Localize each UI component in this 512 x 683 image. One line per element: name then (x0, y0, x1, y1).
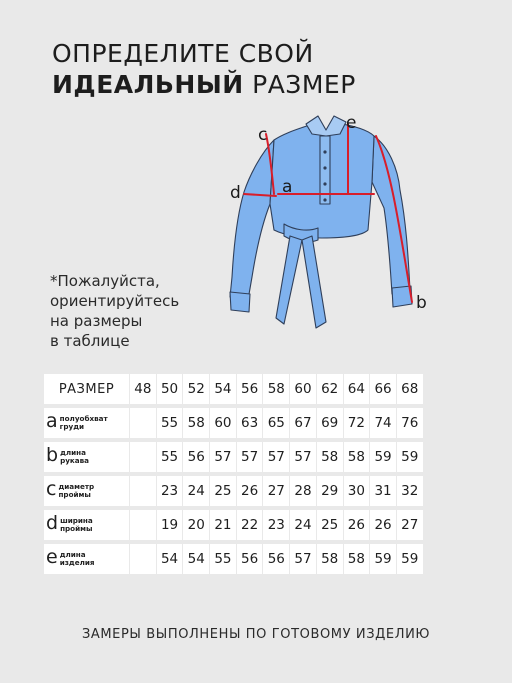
row-letter: c (46, 477, 57, 500)
table-cell: 28 (290, 476, 317, 506)
table-cell: 27 (397, 510, 424, 540)
table-cell: 55 (157, 442, 184, 472)
row-description-line: длина (59, 549, 86, 559)
header-size: 66 (370, 374, 397, 404)
table-cell: 29 (317, 476, 344, 506)
table-cell: 57 (290, 544, 317, 574)
table-cell: 57 (210, 442, 237, 472)
note-line-3: на размеры (50, 312, 143, 330)
row-description (60, 551, 95, 568)
table-cell: 30 (344, 476, 371, 506)
table-cell: 76 (397, 408, 424, 438)
table-cell: 58 (344, 544, 371, 574)
header-size: 52 (183, 374, 210, 404)
row-label (44, 510, 130, 540)
row-label (44, 408, 130, 438)
marker-d: d (230, 183, 241, 203)
marker-e: e (346, 113, 357, 133)
title-line-1: ОПРЕДЕЛИТЕ СВОЙ (52, 39, 314, 68)
row-description-line: полуобхват (59, 413, 108, 423)
row-description (60, 449, 89, 466)
table-cell: 74 (370, 408, 397, 438)
table-cell: 25 (317, 510, 344, 540)
left-cuff (230, 292, 250, 312)
table-cell: 56 (183, 442, 210, 472)
shirt-collar (306, 116, 346, 136)
row-description-line: длина (60, 447, 86, 457)
table-cell: 20 (183, 510, 210, 540)
table-cell: 65 (263, 408, 290, 438)
note-line-2: ориентируйтесь (50, 292, 180, 310)
marker-c: c (258, 125, 268, 145)
table-cell: 21 (210, 510, 237, 540)
marker-b: b (416, 293, 427, 313)
table-cell: 25 (210, 476, 237, 506)
table-cell: 26 (370, 510, 397, 540)
table-cell: 27 (263, 476, 290, 506)
page-title (52, 38, 356, 100)
tie-left (276, 236, 302, 324)
table-cell: 55 (157, 408, 184, 438)
header-size: 68 (397, 374, 424, 404)
table-cell: 23 (263, 510, 290, 540)
row-label (44, 544, 130, 574)
tie-right (302, 236, 326, 328)
row-description (58, 483, 94, 500)
table-cell: 57 (263, 442, 290, 472)
table-cell: 69 (317, 408, 344, 438)
title-rest: РАЗМЕР (243, 70, 356, 99)
table-cell: 57 (237, 442, 264, 472)
table-cell: 24 (183, 476, 210, 506)
size-table (44, 374, 424, 574)
row-description-line: проймы (60, 524, 93, 533)
table-cell: 31 (370, 476, 397, 506)
table-cell (130, 510, 157, 540)
header-size-label: РАЗМЕР (44, 374, 130, 404)
header-size: 54 (210, 374, 237, 404)
table-cell: 19 (157, 510, 184, 540)
row-description-line: проймы (58, 490, 91, 499)
header-size: 48 (130, 374, 157, 404)
shirt-measurement-diagram (222, 112, 442, 344)
row-letter: b (46, 443, 59, 466)
table-cell (130, 442, 157, 472)
row-description-line: рукава (60, 456, 90, 465)
note-line-1: *Пожалуйста, (50, 272, 160, 290)
table-cell: 67 (290, 408, 317, 438)
row-description-line: ширина (60, 515, 93, 525)
table-cell: 58 (183, 408, 210, 438)
header-size: 58 (263, 374, 290, 404)
row-letter: d (46, 511, 59, 534)
table-cell (130, 476, 157, 506)
row-letter: e (46, 545, 58, 568)
table-cell: 56 (263, 544, 290, 574)
table-cell: 22 (237, 510, 264, 540)
row-letter: a (46, 409, 58, 432)
table-cell: 57 (290, 442, 317, 472)
table-cell: 32 (397, 476, 424, 506)
header-size: 56 (237, 374, 264, 404)
table-cell: 58 (317, 544, 344, 574)
table-cell: 72 (344, 408, 371, 438)
table-cell: 60 (210, 408, 237, 438)
table-cell: 63 (237, 408, 264, 438)
row-label (44, 476, 130, 506)
table-cell: 24 (290, 510, 317, 540)
table-cell: 59 (397, 442, 424, 472)
row-description-line: диаметр (58, 481, 95, 491)
table-cell: 59 (370, 544, 397, 574)
size-advice-note (50, 271, 179, 351)
table-cell: 26 (344, 510, 371, 540)
row-description (60, 415, 108, 432)
right-sleeve (372, 136, 410, 294)
title-bold-word: ИДЕАЛЬНЫЙ (52, 70, 244, 99)
table-cell (130, 544, 157, 574)
table-cell: 26 (237, 476, 264, 506)
header-size: 64 (344, 374, 371, 404)
table-cell: 55 (210, 544, 237, 574)
title-line-2 (52, 69, 356, 100)
left-sleeve (230, 140, 274, 300)
row-description-line: изделия (59, 558, 95, 567)
header-size: 62 (317, 374, 344, 404)
header-size: 50 (157, 374, 184, 404)
row-label (44, 442, 130, 472)
note-line-4: в таблице (50, 332, 130, 350)
row-description-line: груди (59, 422, 85, 431)
table-cell: 59 (397, 544, 424, 574)
table-cell: 54 (183, 544, 210, 574)
table-cell: 54 (157, 544, 184, 574)
footer-note: ЗАМЕРЫ ВЫПОЛНЕНЫ ПО ГОТОВОМУ ИЗДЕЛИЮ (81, 627, 431, 642)
table-cell: 58 (344, 442, 371, 472)
table-cell: 56 (237, 544, 264, 574)
table-cell: 58 (317, 442, 344, 472)
row-description (60, 517, 93, 534)
table-cell (130, 408, 157, 438)
marker-a: a (282, 177, 293, 197)
header-size: 60 (290, 374, 317, 404)
table-cell: 59 (370, 442, 397, 472)
table-cell: 23 (157, 476, 184, 506)
